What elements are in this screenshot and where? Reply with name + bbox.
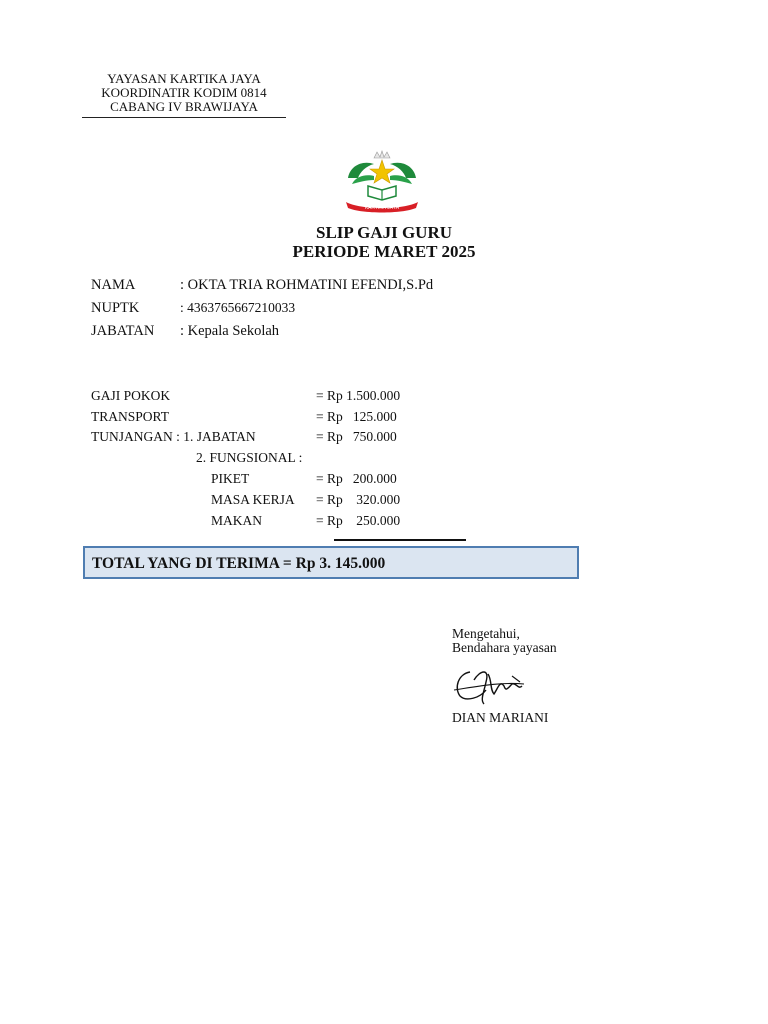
period-title: PERIODE MARET 2025: [292, 242, 476, 261]
acknowledged-label: Mengetahui,: [452, 626, 520, 641]
name-value: : OKTA TRIA ROHMATINI EFENDI,S.Pd: [180, 277, 434, 293]
masa-kerja-label: MASA KERJA: [211, 492, 295, 507]
tunjangan-jabatan-value: = Rp 750.000: [316, 429, 397, 444]
tunjangan-jabatan-label: TUNJANGAN : 1. JABATAN: [91, 429, 256, 444]
foundation-name: YAYASAN KARTIKA JAYA: [107, 71, 261, 86]
gaji-pokok-label: GAJI POKOK: [91, 388, 171, 403]
gaji-pokok-value: = Rp 1.500.000: [316, 388, 401, 403]
makan-value: = Rp 250.000: [316, 513, 401, 528]
nuptk-value: : 4363765667210033: [180, 300, 296, 315]
treasurer-name: DIAN MARIANI: [452, 710, 549, 725]
coordinator-line: KOORDINATIR KODIM 0814: [101, 85, 267, 100]
treasurer-label: Bendahara yayasan: [452, 640, 557, 655]
branch-line: CABANG IV BRAWIJAYA: [110, 99, 258, 114]
piket-label: PIKET: [211, 471, 250, 486]
header-divider: [82, 117, 286, 118]
fungsional-label: 2. FUNGSIONAL :: [196, 450, 303, 465]
total-received: TOTAL YANG DI TERIMA = Rp 3. 145.000: [92, 555, 386, 572]
kartika-jaya-logo: [340, 148, 424, 214]
makan-label: MAKAN: [211, 513, 263, 528]
logo-ribbon-text: KARTIKA JAYA: [364, 205, 400, 211]
nuptk-label: NUPTK: [91, 300, 140, 316]
slip-title: SLIP GAJI GURU: [315, 223, 453, 242]
handwritten-signature: [450, 660, 540, 708]
position-value: : Kepala Sekolah: [180, 323, 280, 339]
sum-underline: [334, 539, 466, 541]
name-label: NAMA: [91, 277, 136, 293]
foundation-header: [82, 72, 286, 114]
piket-value: = Rp 200.000: [316, 471, 397, 486]
transport-value: = Rp 125.000: [316, 409, 397, 424]
transport-label: TRANSPORT: [91, 409, 169, 424]
masa-kerja-value: = Rp 320.000: [316, 492, 401, 507]
position-label: JABATAN: [91, 323, 155, 339]
